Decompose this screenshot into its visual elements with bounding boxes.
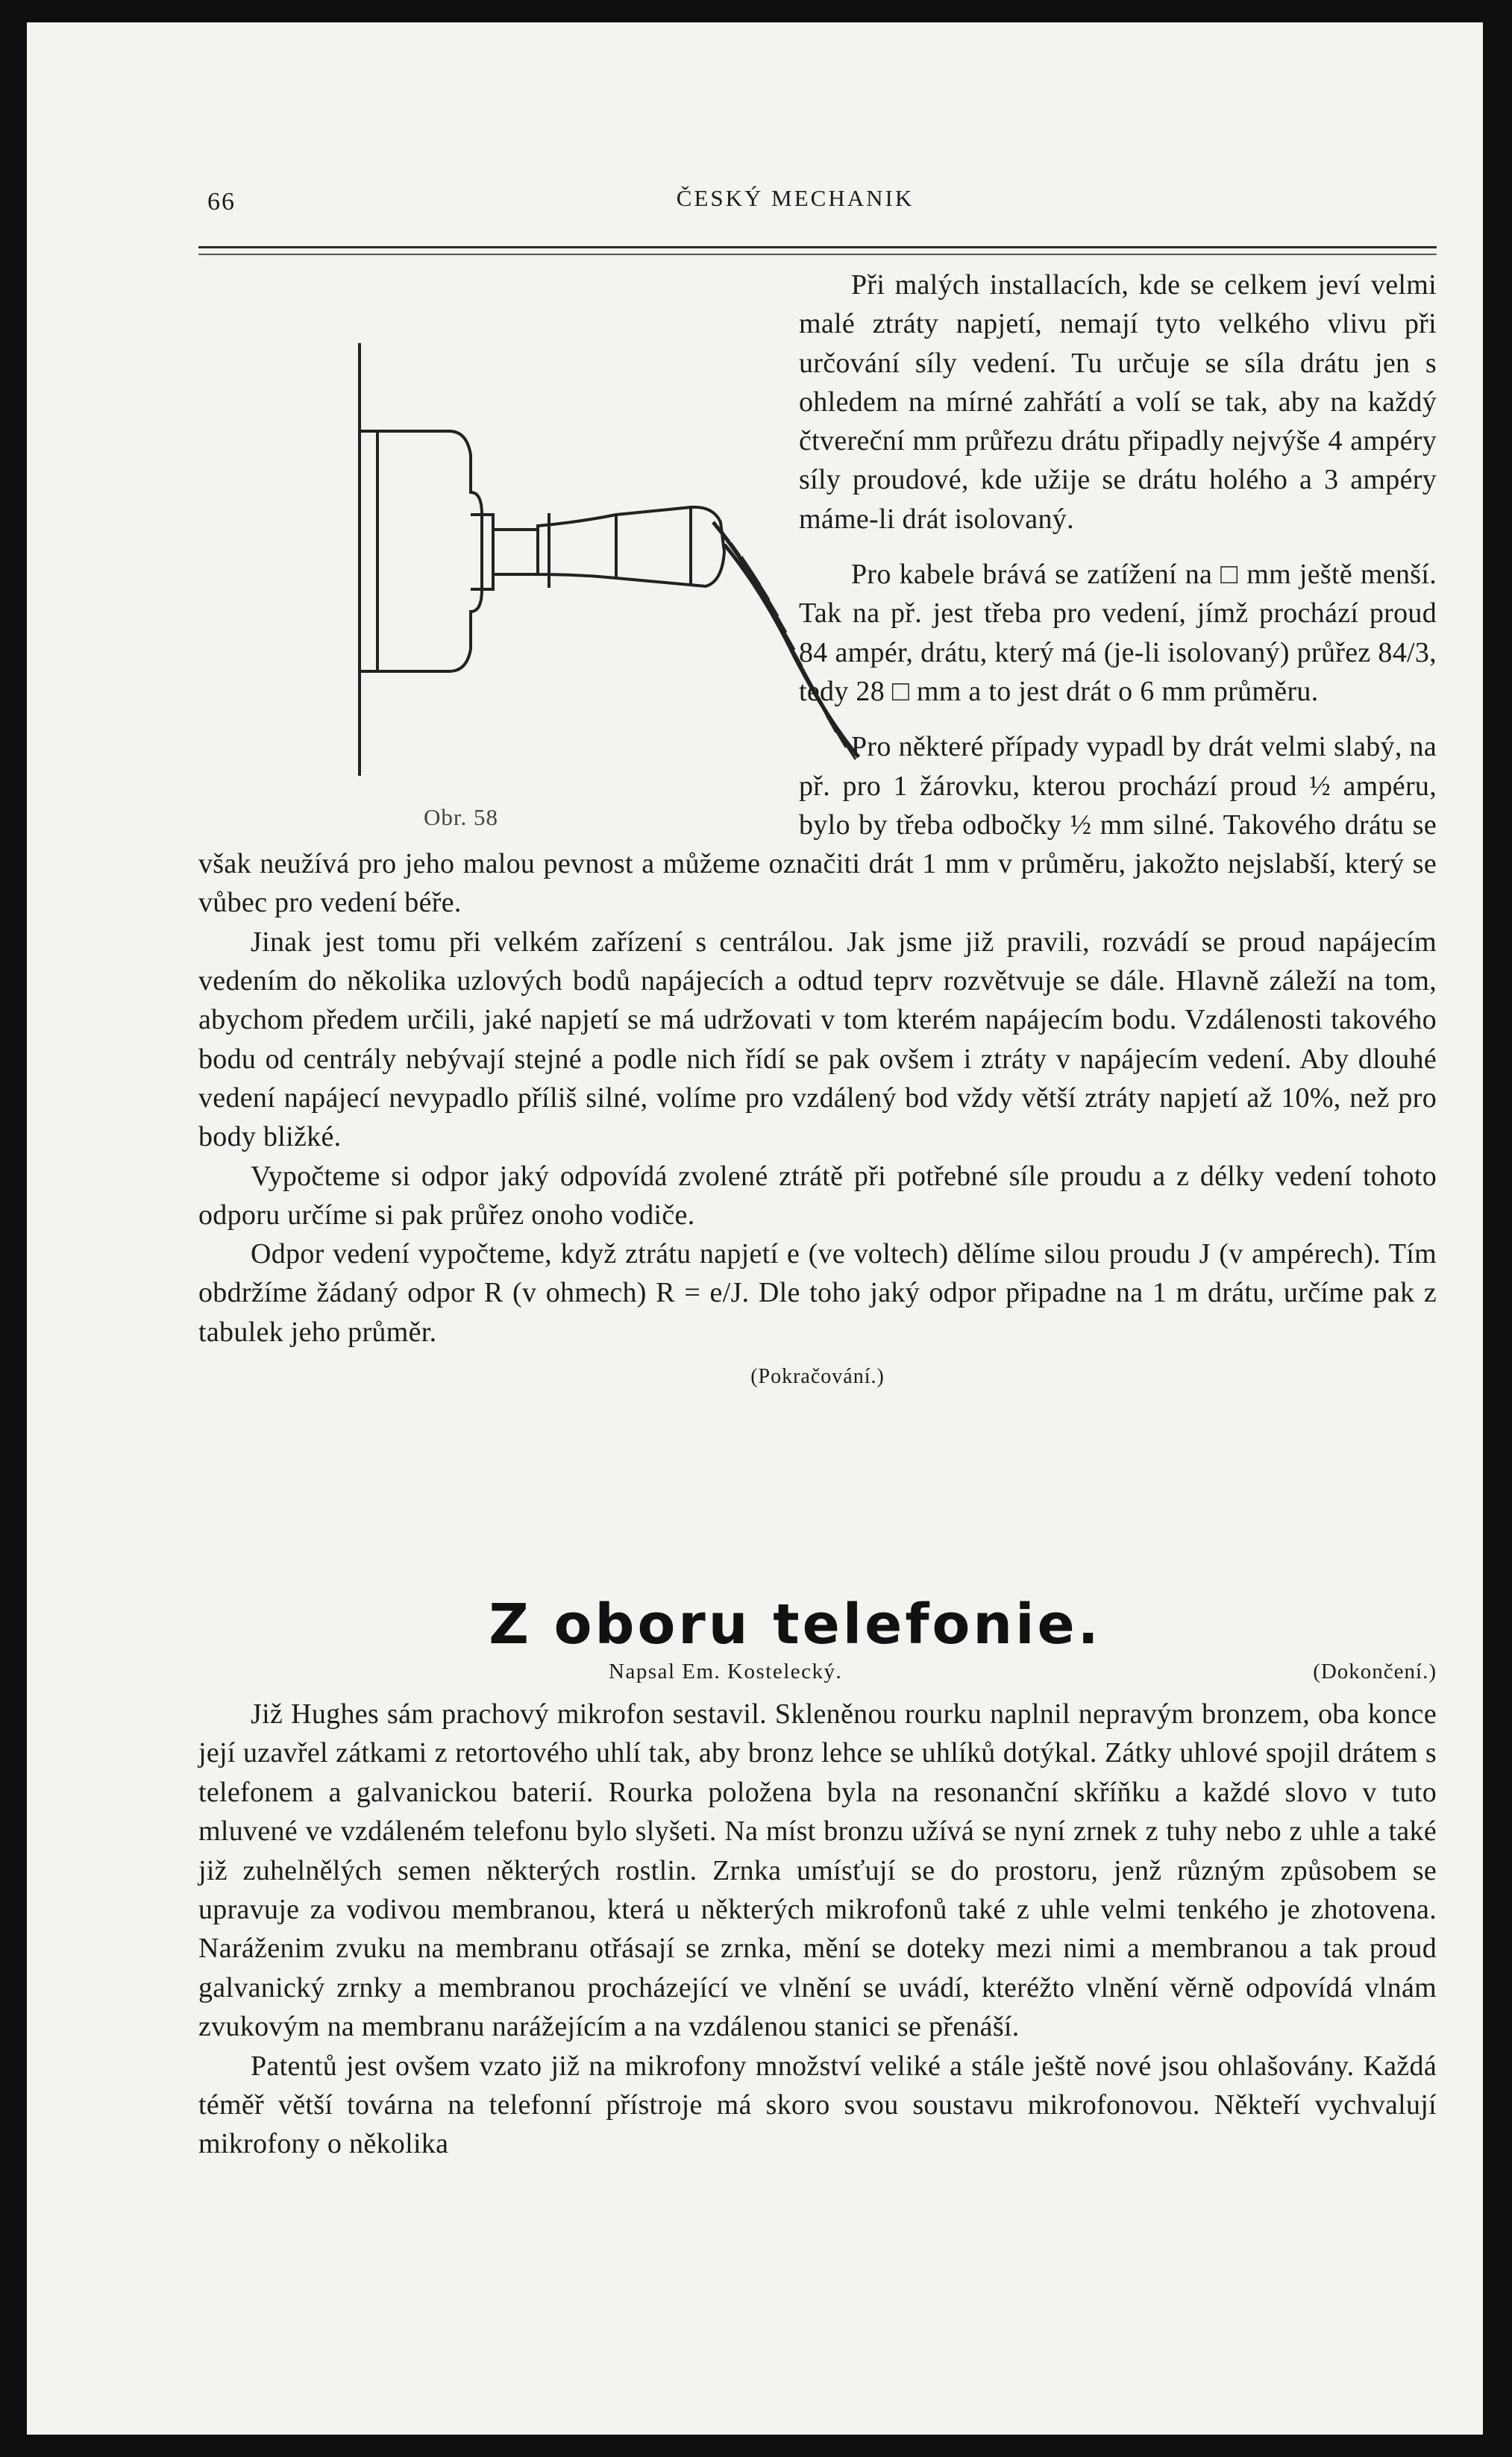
journal-title: ČESKÝ MECHANIK xyxy=(676,185,915,211)
concluded-note: (Dokončení.) xyxy=(1313,1660,1437,1684)
paragraph: Pro kabele brává se zatížení na □ mm ještě menší. Tak na př. jest třeba pro vedení, jímž prochází proud 84 ampér, drátu, který má (je-li isolovaný) průřez 84/3, tedy 28 □ mm a to jest drát o 6 mm průměru. xyxy=(799,559,1437,707)
continued-note: (Pokračování.) xyxy=(750,1365,885,1389)
article-byline: Napsal Em. Kostelecký. xyxy=(609,1660,843,1684)
paragraph: Při malých installacích, kde se celkem jeví velmi malé ztráty napjetí, nemají tyto velkého vlivu při určování síly vedení. Tu určuje se síla drátu jen s ohledem na mírné zahřátí a volí se tak, aby na každý čtvereční mm průřezu drátu připadly nejvýše 4 ampéry síly proudové, kde užije se drátu holého a 3 ampéry máme-li drát isolovaný. xyxy=(799,269,1437,535)
paragraph: Jinak jest tomu při velkém zařízení s centrálou. Jak jsme již pravili, rozvádí se proud napájecím vedením do několika uzlových bodů napájecích a odtud teprv rozvětvuje se dále. Hlavně záleží na tom, abychom předem určili, jaké napjetí se má udržovati v tom kterém napájecím bodu. Vzdálenosti takového bodu od centrály nebývají stejné a podle nich řídí se pak ovšem i ztráty v napájecím vedení. Aby dlouhé vedení napájecí nevypadlo příliš silné, volíme pro vzdálený bod vždy větší ztráty napjetí až 10%, než pro body bližké. xyxy=(198,926,1437,1153)
paragraph: Vypočteme si odpor jaký odpovídá zvolené ztrátě při potřebné síle proudu a z délky vedení tohoto odporu určíme si pak průřez onoho vodiče. xyxy=(198,1160,1437,1231)
paragraph: Již Hughes sám prachový mikrofon sestavil. Skleněnou rourku naplnil nepravým bronzem, oba konce její uzavřel zátkami z retortového uhlí tak, aby bronz lehce se uhlíků dotýkal. Zátky uhlové spojil drátem s telefonem a galvanickou baterií. Rourka položena byla na resonanční skříňku a každé slovo v tuto mluvené ve vzdáleném telefonu bylo slyšeti. Na míst bronzu užívá se nyní zrnek z tuhy nebo z uhle a také již zuhelnělých semen některých rostlin. Zrnka umísťují se do prostoru, jenž různým způsobem se upravuje za vodivou membranou, která u některých mikrofonů také z uhle velmi tenkého je zhotovena. Naráženim zvuku na membranu otřásají se zrnka, mění se doteky mezi nimi a membranou a tak proud galvanický zrnky a membranou procházející ve vlnění se uvádí, kteréžto vlnění věrně odpovídá vlnám zvukovým na membranu narážejícím a na vzdálenou stanici se přenáší. xyxy=(198,1698,1437,2043)
figure-wrap-space xyxy=(198,266,799,844)
header-rule xyxy=(198,246,1437,248)
page-number: 66 xyxy=(207,188,236,216)
article-title: Z oboru telefonie. xyxy=(489,1592,1102,1657)
figure-caption: Obr. 58 xyxy=(424,804,498,830)
scanned-page xyxy=(27,22,1483,2435)
paragraph: Patentů jest ovšem vzato již na mikrofony množství veliké a stále ještě nové jsou ohlašovány. Každá téměř větší továrna na telefonní přístroje má skoro svou soustavu mikrofonovou. Někteří vychvalují mikrofony o několika xyxy=(198,2050,1437,2160)
paragraph: Odpor vedení vypočteme, když ztrátu napjetí e (ve voltech) dělíme silou proudu J (v ampérech). Tím obdržíme žádaný odpor R (v ohmech) R = e/J. Dle toho jaký odpor připadne na 1 m drátu, určíme pak z tabulek jeho průměr. xyxy=(198,1238,1437,1348)
paragraph: Pro některé případy vypadl by drát velmi slabý, na př. pro 1 žárovku, kterou prochází proud ½ ampéru, bylo by třeba odbočky ½ mm silné. Takového drátu se však neužívá pro jeho malou pevnost a můžeme označiti drát 1 mm v průměru, jakožto nejslabší, který se vůbec pro vedení béře. xyxy=(198,731,1437,919)
section1-text xyxy=(198,266,1437,1396)
article-text xyxy=(198,1695,1437,2164)
header-rule-thin xyxy=(198,254,1437,255)
running-head xyxy=(154,169,1437,216)
